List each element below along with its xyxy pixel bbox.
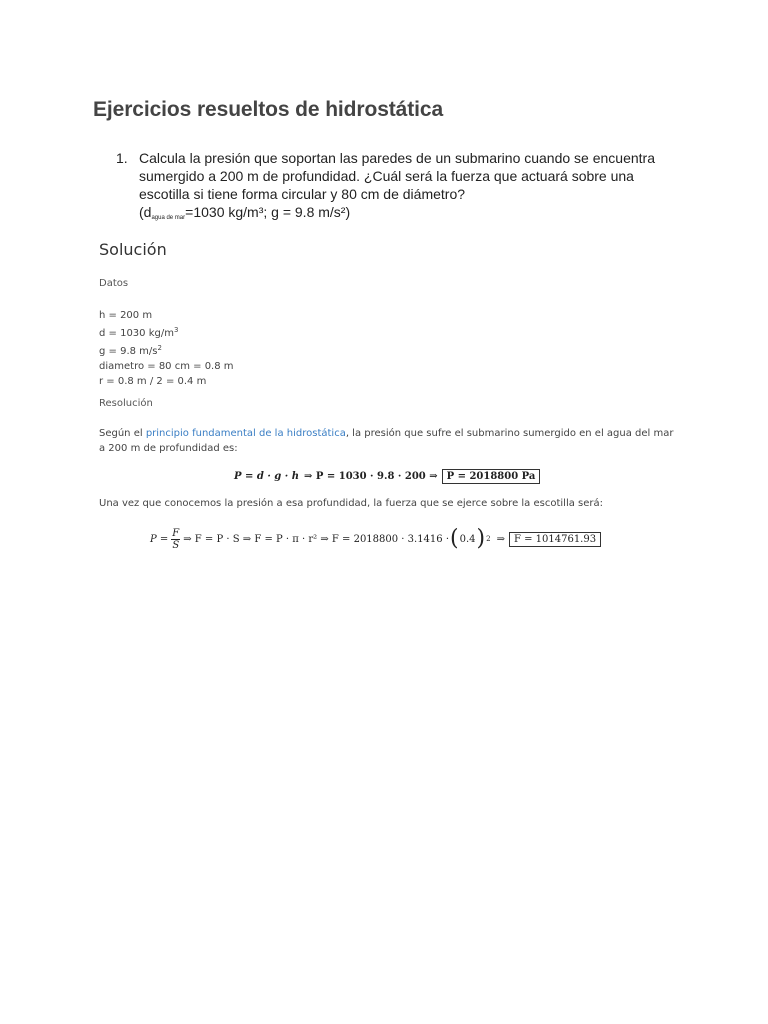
dato-d-exp: 3 [173,326,179,334]
eq2-exponent: 2 [486,535,491,543]
dato-g-text: g = 9.8 m/s [99,346,158,357]
dato-r: r = 0.8 m / 2 = 0.4 m [99,376,207,387]
datos-label: Datos [99,278,129,289]
given-rest: =1030 kg/m³; g = 9.8 m/s²) [185,204,351,220]
problem-line: sumergido a 200 m de profundidad. ¿Cuál será la fuerza que actuará sobre una [139,168,634,184]
page-title: Ejercicios resueltos de hidrostática [93,98,444,121]
eq2-numerator: F [172,527,180,539]
force-equation [150,523,601,555]
problem-item [116,149,676,227]
pressure-equation [234,467,540,485]
eq2-fraction [171,528,180,551]
dato-g-exp: 2 [157,344,162,352]
dato-diametro: diametro = 80 cm = 0.8 m [99,361,234,372]
dato-h: h = 200 m [99,310,153,321]
eq1-lhs: P = d · g · h [234,470,300,482]
problem-line: Calcula la presión que soportan las paredes de un submarino cuando se encuentra [139,150,656,166]
problem-given-data [139,203,676,227]
force-paragraph: Una vez que conocemos la presión a esa profundidad, la fuerza que se ejerce sobre la escotilla será: [99,498,604,509]
resolucion-label: Resolución [99,398,153,409]
eq2-arrow: ⇒ [496,533,505,545]
datos-list [99,308,234,389]
eq2-p: P = [150,533,169,545]
problem-line: escotilla si tiene forma circular y 80 cm de diámetro? [139,186,466,202]
given-subscript: agua de mar [151,215,186,221]
eq2-denominator: S [172,539,180,551]
para1-before: Según el [99,428,146,439]
given-open: (d [139,204,152,220]
hidrostatica-link[interactable]: principio fundamental de la hidrostática [145,428,346,439]
eq1-result-box: P = 2018800 Pa [442,469,541,484]
para1-after: , la presión que sufre el submarino sumergido en el agua del mar a 200 m de profundidad es: [99,428,674,454]
eq1-mid: ⇒ P = 1030 · 9.8 · 200 ⇒ [304,470,438,482]
solution-title: Solución [99,240,167,259]
resolucion-paragraph [99,426,674,456]
dato-g [99,341,234,359]
problem-number: 1. [116,150,128,166]
dato-d [99,323,234,341]
eq2-paren-open: ( [450,526,459,551]
eq2-paren-close: ) [476,526,486,551]
dato-d-text: d = 1030 kg/m [99,328,174,339]
problem-statement [139,149,676,227]
eq2-inner: 0.4 [459,533,476,545]
eq2-mid: ⇒ F = P · S ⇒ F = P · π · r² ⇒ F = 2018800 · 3.1416 · [183,533,450,545]
eq2-result-box: F = 1014761.93 [509,532,601,547]
